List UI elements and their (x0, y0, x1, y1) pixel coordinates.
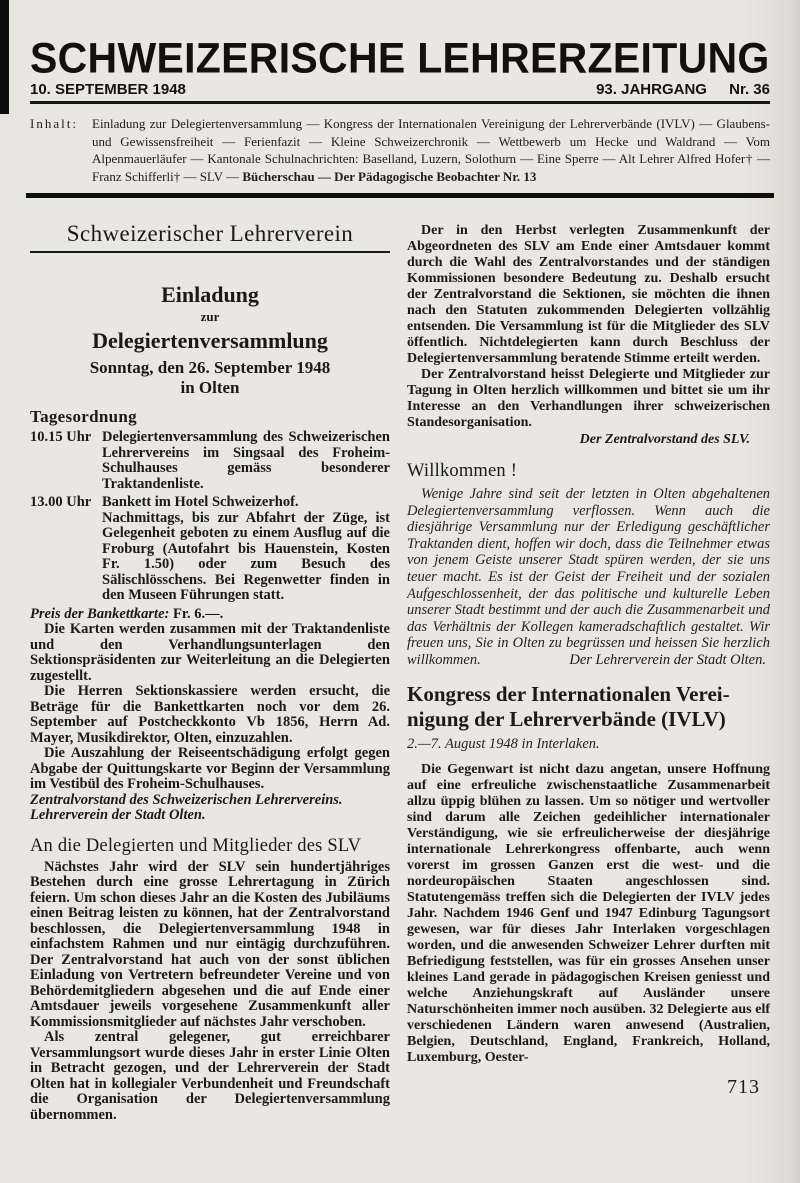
price-value: Fr. 6.—. (172, 605, 224, 622)
masthead-rule (30, 101, 770, 104)
slv-paragraph-2: Als zentral gelegener, gut erreichbarer Versammlungsort wurde dieses Jahr in erster Linie Olten in Betracht gezogen, und der Lehrerverein der Stadt Olten hat in kollegialer Verbundenheit und Freundschaft die Organisation der Delegiertenversammlung übernommen. (30, 1029, 390, 1123)
kongress-paragraph: Die Gegenwart ist nicht dazu angetan, unsere Hoffnung auf eine erfreuliche zwischenstaatliche Zusammenarbeit allzu üppig blühen zu lassen. Um so nötiger und wertvoller sind darum alle Zeichen gedeihlicher internationaler Verständigung, wie sie erfreulicherweise der diesjährige internationale Lehrerkongress offenbarte, auch wenn vorerst im grossen Ganzen erst die west- und die nordeuropäischen Staaten angeschlossen sind. Statutengemäss treffen sich die Delegierten der IVLV jedes Jahr. Nachdem 1946 Genf und 1947 Edinburg Tagungsort gewesen, war für dieses Jahr Interlaken vorgeschlagen worden, und die anwesenden Schweizer Lehrer durften mit Befriedigung feststellen, was für ein grosses Ansehen unser kleines Land gerade in pädagogischen Kreisen geniesst und welche Anziehungskraft auf Ausländer unsere Naturschönheiten immer noch ausüben. 32 Delegierte aus elf verschiedenen Ländern waren anwesend (Australien, Belgien, Deutschland, England, Frankreich, Holland, Luxemburg, Oester- (407, 761, 770, 1065)
agenda-text: Delegiertenversammlung des Schweizerischen Lehrervereins im Singsaal des Froheim-Schulhauses gemäss besonderer Traktandenliste. (102, 429, 390, 492)
invitation-block (30, 283, 390, 398)
corner-ink-bar (0, 0, 9, 114)
paragraph-auszahlung: Die Auszahlung der Reiseentschädigung erfolgt gegen Abgabe der Quittungskarte vor Beginn der Versammlung im Vestibül des Froheim-Schulhauses. (30, 745, 390, 792)
agenda-text (102, 495, 390, 604)
agenda-time: 13.00 Uhr (30, 494, 92, 510)
agenda-heading: Tagesordnung (30, 407, 137, 426)
signature-zentralvorstand: Zentralvorstand des Schweizerischen Lehrervereins. (30, 791, 343, 808)
kongress-heading (407, 682, 770, 732)
contents-items: Einladung zur Delegiertenversammlung — Kongress der Internationalen Vereinigung der Lehrerverbände (IVLV) — Glaubens- und Gewissensfreiheit — Ferienfazit — Kleine Schweizerchronik — Wettbewerb um Hecke und Waldrand — Vom Alpenmauerläufer — Kantonale Schulnachrichten: Baselland, Luzern, Solothurn — Eine Sperre — Alt Lehrer Alfred Hofer† — Franz Schifferli† — SLV — (92, 116, 770, 184)
slv-section-heading: An die Delegierten und Mitglieder des SLV (30, 835, 362, 856)
agenda-text-line1: Bankett im Hotel Schweizerhof. (102, 494, 299, 510)
price-label: Preis der Bankettkarte: (30, 605, 170, 622)
agenda-item-1300 (30, 495, 390, 604)
kongress-heading-line2: nigung der Lehrerverbände (IVLV) (407, 706, 726, 731)
slv-paragraph-1: Nächstes Jahr wird der SLV sein hundertjähriges Bestehen durch eine grosse Lehrertagung in Zürich feiern. Um schon dieses Jahr an die Kosten des Jubiläums einen Beitrag leisten zu können, hat der Zentralvorstand beschlossen, die Delegiertenversammlung 1948 in einfachstem Rahmen und nur eintägig durchzuführen. Der Zentralvorstand hat auch von der sonst üblichen Einladung von Vertretern befreundeter Vereine und von Behördemitgliedern abgesehen und die auf Ende einer Amtsdauer jeweils vorgesehene Zusammenkunft aller Kommissionsmitglieder auf nächstes Jahr verschoben. (30, 858, 390, 1030)
contents-items-bold: Bücherschau — Der Pädagogische Beobachter Nr. 13 (242, 168, 537, 184)
kongress-heading-line1: Kongress der Internationalen Verei- (407, 681, 730, 706)
dateline (30, 81, 770, 98)
issue-number: Nr. 36 (729, 81, 770, 98)
invitation-line-place: in Olten (180, 378, 240, 397)
section-title-rule (30, 251, 390, 253)
article-columns (30, 221, 770, 1123)
masthead (30, 33, 770, 198)
signature-lehrerverein-olten: Lehrerverein der Stadt Olten. (30, 807, 206, 823)
invitation-line-zur: zur (200, 309, 220, 324)
invitation-line-date: Sonntag, den 26. September 1948 (89, 358, 331, 377)
paragraph-karten: Die Karten werden zusammen mit der Traktandenliste und den Verhandlungsunterlagen den Sektionspräsidenten zur Weiterleitung an die Delegierten zugestellt. (30, 621, 390, 684)
invitation-line-einladung: Einladung (161, 282, 259, 307)
banquet-price-line (30, 607, 390, 623)
issue-date: 10. SEPTEMBER 1948 (30, 81, 186, 98)
left-column (30, 221, 390, 1123)
signature-zentralvorstand-slv: Der Zentralvorstand des SLV. (579, 432, 750, 447)
table-of-contents (30, 115, 770, 185)
agenda-time: 10.15 Uhr (30, 429, 92, 445)
contents-text (92, 115, 770, 185)
header-divider-rule (26, 193, 774, 198)
paragraph-kassiere: Die Herren Sektionskassiere werden ersucht, die Beträge für die Bankettkarten noch vor dem 26. September auf Postcheckkonto Vb 1856, Herrn Ad. Mayer, Musikdirektor, Olten, einzuzahlen. (30, 683, 390, 746)
issue-volume: 93. JAHRGANG (596, 81, 707, 98)
agenda-item-1015 (30, 430, 390, 492)
invitation-line-versammlung: Delegiertenversammlung (92, 328, 328, 353)
paragraph-herbst: Der in den Herbst verlegten Zusammenkunft der Abgeordneten des SLV am Ende einer Amtsdauer kommt durch die Wahl des Zentralvorstandes und der ständigen Kommissionen besondere Bedeutung zu. Deshalb ersucht der Zentralvorstand die Sektionen, sie möchten die ihnen nach den Statuten zukommenden Delegierten vollzählig entsenden. Die Versammlung ist für die Mitglieder des SLV öffentlich. Nichtdelegierten kann durch Beschluss der Delegiertenversammlung beratende Stimme erteilt werden. (407, 223, 770, 366)
willkommen-paragraph: Wenige Jahre sind seit der letzten in Olten abgehaltenen Delegiertenversammlung verflossen. Wenn auch die diesjährige Versammlung nur der Erledigung geschäftlicher Traktanden dient, hoffen wir doch, dass die Teilnehmer etwas von jenem Geiste unserer Stadt spüren werden, der sie uns teuer macht. Es ist der Geist der Freiheit und der sozialen Aufgeschlossenheit, der das politische und kulturelle Leben unserer Stadt bestimmt und der auch die Zusammenarbeit und das Verhältnis der Kollegen kameradschaftlich gestaltet. Wir freuen uns, Sie in Olten zu begrüssen und heissen Sie herzlich willkommen. (407, 486, 770, 668)
paragraph-willkommen-heisst: Der Zentralvorstand heisst Delegierte und Mitglieder zur Tagung in Olten herzlich willkommen und bittet sie um ihr Interesse an den Verhandlungen ihrer schweizerischen Standesorganisation. (407, 367, 770, 430)
issue-info (596, 81, 770, 98)
page-number: 713 (727, 1075, 760, 1098)
contents-label: Inhalt: (30, 116, 78, 131)
willkommen-heading: Willkommen ! (407, 461, 518, 481)
right-column (407, 221, 770, 1123)
kongress-subtitle: 2.—7. August 1948 in Interlaken. (407, 735, 600, 752)
masthead-title: SCHWEIZERISCHE LEHRERZEITUNG (30, 33, 770, 82)
agenda-text-detail: Nachmittags, bis zur Abfahrt der Züge, ist Gelegenheit geboten zu einem Ausflug auf die Froburg (Autofahrt bis Hauenstein, Kosten Fr. 1.50) oder zum Besuch des Sälischlösschens. Bei Regenwetter finden in den Museen Führungen statt. (102, 509, 390, 603)
signature-lehrerverein-stadt-olten: Der Lehrerverein der Stadt Olten. (569, 651, 766, 668)
section-title-lehrerverein: Schweizerischer Lehrerverein (66, 221, 354, 246)
